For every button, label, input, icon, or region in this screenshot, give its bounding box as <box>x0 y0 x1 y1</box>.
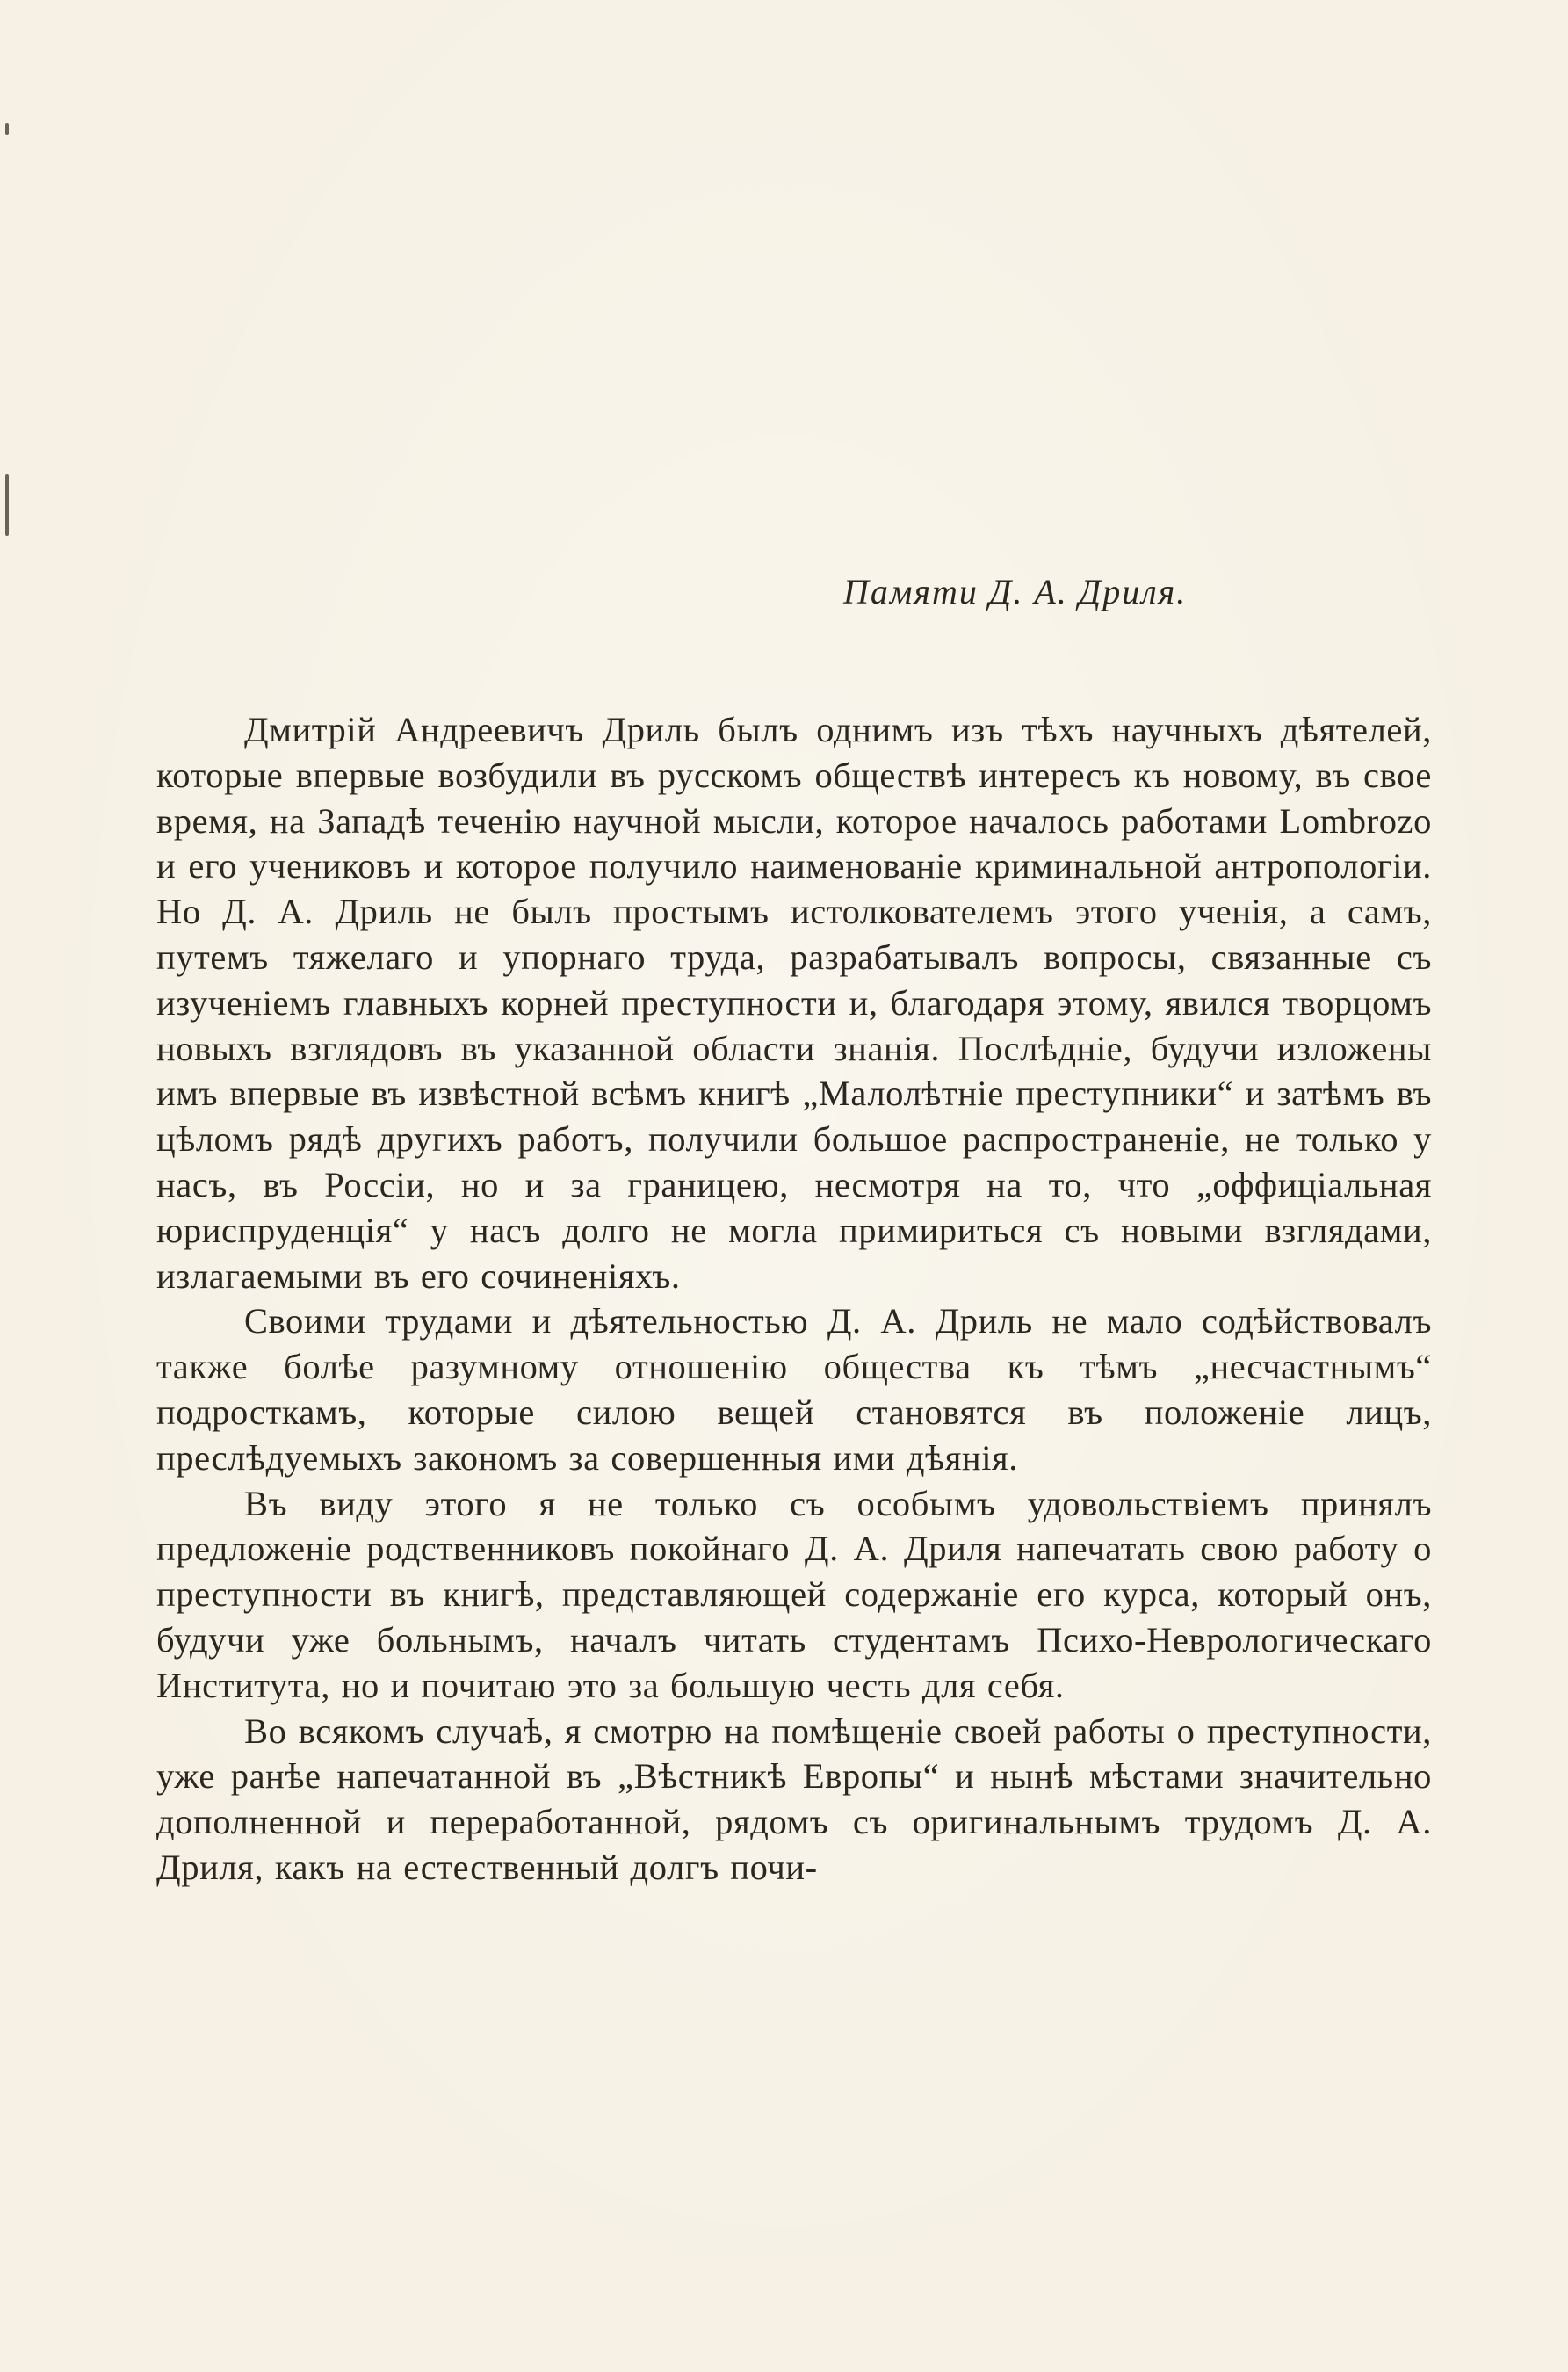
dedication-heading: Памяти Д. А. Дриля. <box>843 572 1188 611</box>
paragraph: Во всякомъ случаѣ, я смотрю на помѣщеніе своей работы о преступности, уже ранѣе напечатанной въ „Вѣстникѣ Европы“ и нынѣ мѣстами значительно дополненной и переработанной, рядомъ съ оригинальнымъ трудомъ Д. А. Дриля, какъ на естественный долгъ почи- <box>156 1710 1432 1887</box>
scan-edge-mark <box>5 474 9 536</box>
body-text <box>156 707 1432 1891</box>
paragraph: Своими трудами и дѣятельностью Д. А. Дриль не мало содѣйствовалъ также болѣе разумному отношенію общества къ тѣмъ „несчастнымъ“ подросткамъ, которые силою вещей становятся въ положеніе лицъ, преслѣдуемыхъ закономъ за совершенныя ими дѣянія. <box>156 1301 1432 1478</box>
scan-edge-mark <box>5 123 9 135</box>
paragraph: Дмитрій Андреевичъ Дриль былъ однимъ изъ тѣхъ научныхъ дѣятелей, которые впервые возбудили въ русскомъ обществѣ интересъ къ новому, въ свое время, на Западѣ теченію научной мысли, которое началось работами Lombrozo и его учениковъ и которое получило наименованіе криминальной антропологіи. Но Д. А. Дриль не былъ простымъ истолкователемъ этого ученія, а самъ, путемъ тяжелаго и упорнаго труда, разрабатывалъ вопросы, связанные съ изученіемъ главныхъ корней преступности и, благодаря этому, явился творцомъ новыхъ взглядовъ въ указанной области знанія. Послѣдніе, будучи изложены имъ впервые въ извѣстной всѣмъ книгѣ „Малолѣтніе преступники“ и затѣмъ въ цѣломъ рядѣ другихъ работъ, получили большое распространеніе, не только у насъ, въ Россіи, но и за границею, несмотря на то, что „оффиціальная юриспруденція“ у насъ долго не могла примириться съ новыми взглядами, излагаемыми въ его сочиненіяхъ. <box>156 710 1432 1296</box>
paragraph: Въ виду этого я не только съ особымъ удовольствіемъ принялъ предложеніе родственниковъ покойнаго Д. А. Дриля напечатать свою работу о преступности въ книгѣ, представляющей содержаніе его курса, который онъ, будучи уже больнымъ, началъ читать студентамъ Психо-Неврологическаго Института, но и почитаю это за большую честь для себя. <box>156 1483 1432 1705</box>
